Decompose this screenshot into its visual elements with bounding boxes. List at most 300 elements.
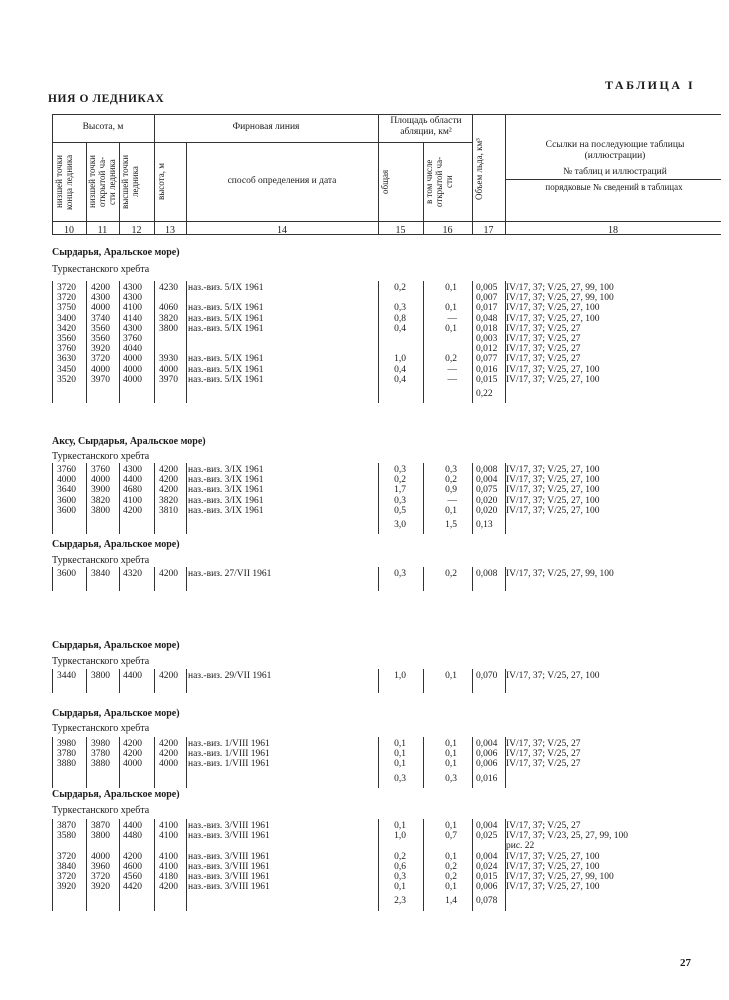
table-row — [0, 485, 729, 495]
area-cell: 0,3 — [394, 872, 406, 882]
method-cell: наз.-виз. 27/VII 1961 — [188, 569, 272, 579]
area-open-cell: 0,1 — [445, 505, 457, 516]
area-cell: 0,1 — [394, 739, 406, 749]
height-open-cell: 3960 — [91, 861, 110, 872]
refs-cell: IV/17, 37; V/25, 27 — [506, 821, 581, 831]
height-open-cell: 3780 — [91, 749, 110, 760]
height-top-cell: 3760 — [123, 334, 142, 344]
firn-height-cell: 4000 — [159, 364, 178, 375]
table-title: ТАБЛИЦА I — [605, 78, 696, 92]
height-top-cell: 4480 — [123, 831, 142, 842]
column-rule — [86, 281, 87, 403]
ice-volume-cell: 0,007 — [476, 293, 498, 304]
col16-label: в том числе открытой ча- сти — [424, 156, 454, 208]
firn-height-cell: 3800 — [159, 323, 178, 334]
ice-volume-cell: 0,004 — [476, 851, 498, 862]
column-rule — [52, 281, 53, 403]
table-row — [0, 365, 729, 375]
height-end-cell: 3580 — [57, 831, 76, 842]
firn-height-cell: 3970 — [159, 374, 178, 385]
column-rule — [119, 281, 120, 403]
table-row — [0, 852, 729, 862]
subregion-heading: Туркестанского хребта — [52, 723, 150, 734]
height-top-cell: 4200 — [123, 505, 142, 516]
refs-cell: IV/17, 37; V/25, 27, 100 — [506, 882, 600, 893]
area-open-cell: 0,2 — [445, 475, 457, 486]
height-open-cell: 3880 — [91, 759, 110, 770]
ice-volume-cell: 0,004 — [476, 475, 498, 486]
area-open-cell: 0,2 — [445, 354, 457, 365]
column-rule — [119, 567, 120, 591]
table-row — [0, 465, 729, 475]
column-rule — [86, 737, 87, 788]
height-top-cell: 4400 — [123, 671, 142, 681]
column-rule — [378, 737, 379, 788]
height-top-cell: 4200 — [123, 749, 142, 760]
firn-height-cell: 4100 — [159, 821, 178, 831]
height-top-cell: 4680 — [123, 485, 142, 496]
height-top-cell: 4000 — [123, 354, 142, 365]
method-cell: наз.-виз. 29/VII 1961 — [188, 671, 272, 681]
column-rule — [423, 669, 424, 693]
column-rule — [52, 463, 53, 534]
refs-sub-rule — [505, 179, 721, 180]
col-number: 18 — [608, 225, 618, 236]
method-cell: наз.-виз. 5/IX 1961 — [188, 303, 264, 314]
ice-volume-cell: 0,015 — [476, 872, 498, 882]
refs-cell: IV/17, 37; V/25, 27, 100 — [506, 495, 600, 506]
height-open-cell: 3800 — [91, 671, 110, 681]
refs-cell: IV/17, 37; V/25, 27, 100 — [506, 475, 600, 486]
area-open-cell: — — [447, 495, 457, 506]
column-rule — [154, 669, 155, 693]
col-number: 15 — [395, 225, 406, 236]
ice-volume-cell: 0,006 — [476, 882, 498, 893]
height-end-cell: 3600 — [57, 495, 76, 506]
area-cell: 0,2 — [394, 851, 406, 862]
table-row — [0, 831, 729, 841]
area-open-cell: 0,1 — [445, 671, 457, 681]
height-open-cell: 3560 — [91, 323, 110, 334]
ice-volume-cell: 0,008 — [476, 465, 498, 475]
column-rule — [154, 819, 155, 911]
height-end-cell: 3880 — [57, 759, 76, 770]
column-rule — [119, 463, 120, 534]
table-row — [0, 334, 729, 344]
table-row — [0, 671, 729, 681]
height-end-cell: 3980 — [57, 739, 76, 749]
height-open-cell: 3920 — [91, 882, 110, 893]
height-top-cell: 4400 — [123, 475, 142, 486]
height-open-cell: 4000 — [91, 851, 110, 862]
firn-height-cell: 4200 — [159, 485, 178, 496]
column-rule — [505, 669, 506, 693]
column-rule — [423, 737, 424, 788]
height-open-cell: 3800 — [91, 831, 110, 842]
height-top-cell: 4600 — [123, 861, 142, 872]
refs-cell: IV/17, 37; V/25, 27, 100 — [506, 303, 600, 314]
height-open-cell: 3900 — [91, 485, 110, 496]
refs-cell: IV/17, 37; V/25, 27, 100 — [506, 485, 600, 496]
refs-cell: IV/17, 37; V/25, 27 — [506, 759, 581, 770]
section-title: НИЯ О ЛЕДНИКАХ — [48, 93, 165, 105]
method-cell: наз.-виз. 3/IX 1961 — [188, 485, 264, 496]
firn-height-cell: 3930 — [159, 354, 178, 365]
refs-cell: IV/17, 37; V/25, 27, 100 — [506, 374, 600, 385]
total-volume-cell: 0,078 — [476, 896, 498, 907]
firn-height-cell: 4200 — [159, 465, 178, 475]
height-end-cell: 3520 — [57, 374, 76, 385]
area-open-cell: 0,1 — [445, 323, 457, 334]
refs-cell: IV/17, 37; V/25, 27, 99, 100 — [506, 283, 614, 293]
column-rule — [472, 819, 473, 911]
area-open-cell: 0,2 — [445, 569, 457, 579]
col-number: 10 — [64, 225, 74, 236]
col17-label: Объем льда, км³ — [474, 138, 484, 200]
firn-height-cell: 4060 — [159, 303, 178, 314]
area-cell: 0,1 — [394, 821, 406, 831]
area-open-cell: 0,1 — [445, 851, 457, 862]
column-rule — [86, 567, 87, 591]
ice-volume-cell: 0,048 — [476, 313, 498, 324]
group-total-row — [0, 774, 729, 784]
method-cell: наз.-виз. 3/VIII 1961 — [188, 861, 270, 872]
area-open-cell: 0,2 — [445, 872, 457, 882]
firn-height-cell: 4180 — [159, 872, 178, 882]
area-cell: 0,3 — [394, 465, 406, 475]
height-top-cell: 4320 — [123, 569, 142, 579]
column-rule — [472, 463, 473, 534]
subregion-heading: Туркестанского хребта — [52, 264, 150, 275]
ice-volume-cell: 0,020 — [476, 505, 498, 516]
height-top-cell: 4040 — [123, 344, 142, 355]
height-top-cell: 4100 — [123, 303, 142, 314]
method-cell: наз.-виз. 3/IX 1961 — [188, 505, 264, 516]
table-row — [0, 354, 729, 364]
refs-sublabel-ordinals: порядковые № сведений в таблицах — [545, 182, 683, 192]
col-number: 13 — [165, 225, 175, 236]
col-border — [186, 142, 187, 234]
area-open-cell: 0,1 — [445, 749, 457, 760]
table-row — [0, 324, 729, 334]
height-end-cell: 3420 — [57, 323, 76, 334]
height-top-cell: 4100 — [123, 495, 142, 506]
col-number: 12 — [131, 225, 142, 236]
region-heading: Аксу, Сырдарья, Аральское море) — [52, 436, 206, 447]
firn-height-cell: 4100 — [159, 831, 178, 842]
firn-height-cell: 4200 — [159, 569, 178, 579]
column-rule — [378, 669, 379, 693]
area-open-cell: 0,1 — [445, 882, 457, 893]
table-row — [0, 475, 729, 485]
column-rule — [154, 281, 155, 403]
column-rule — [186, 669, 187, 693]
firn-height-cell: 4200 — [159, 739, 178, 749]
method-cell: наз.-виз. 3/VIII 1961 — [188, 882, 270, 893]
firn-height-cell: 4100 — [159, 851, 178, 862]
refs-cell: IV/17, 37; V/25, 27, 100 — [506, 861, 600, 872]
total-volume-cell: 0,016 — [476, 773, 498, 784]
height-end-cell: 3870 — [57, 821, 76, 831]
ice-volume-cell: 0,003 — [476, 334, 498, 344]
height-top-cell: 4300 — [123, 283, 142, 293]
firn-height-cell: 4200 — [159, 749, 178, 760]
method-cell: наз.-виз. 5/IX 1961 — [188, 374, 264, 385]
height-top-cell: 4000 — [123, 364, 142, 375]
area-cell: 0,8 — [394, 313, 406, 324]
ice-volume-cell: 0,024 — [476, 861, 498, 872]
column-rule — [423, 281, 424, 403]
total-volume-cell: 0,13 — [476, 520, 493, 530]
height-top-cell: 4400 — [123, 821, 142, 831]
col10-label: низшей точки конца ледника — [54, 154, 74, 210]
area-cell: 0,1 — [394, 749, 406, 760]
region-heading: Сырдарья, Аральское море) — [52, 708, 180, 719]
height-open-cell: 4000 — [91, 364, 110, 375]
area-open-cell: 0,9 — [445, 485, 457, 496]
total-area-cell: 3,0 — [394, 520, 406, 530]
method-cell: наз.-виз. 1/VIII 1961 — [188, 749, 270, 760]
region-heading: Сырдарья, Аральское море) — [52, 640, 180, 651]
firn-height-cell: 4200 — [159, 882, 178, 893]
height-top-cell: 4140 — [123, 313, 142, 324]
column-rule — [378, 463, 379, 534]
table-row — [0, 749, 729, 759]
height-open-cell: 4300 — [91, 293, 110, 304]
height-open-cell: 3870 — [91, 821, 110, 831]
area-cell: 0,4 — [394, 374, 406, 385]
column-rule — [186, 819, 187, 911]
method-cell: наз.-виз. 3/VIII 1961 — [188, 872, 270, 882]
method-cell: наз.-виз. 3/IX 1961 — [188, 465, 264, 475]
ice-volume-cell: 0,005 — [476, 283, 498, 293]
method-cell: наз.-виз. 3/VIII 1961 — [188, 851, 270, 862]
col12-label: высшей точки ледника — [120, 154, 140, 210]
col-border — [505, 114, 506, 234]
height-open-cell: 3920 — [91, 344, 110, 355]
height-end-cell: 3630 — [57, 354, 76, 365]
column-rule — [378, 819, 379, 911]
area-cell: 0,1 — [394, 882, 406, 893]
ice-volume-cell: 0,004 — [476, 821, 498, 831]
col-border — [472, 114, 473, 234]
height-top-cell: 4560 — [123, 872, 142, 882]
area-cell: 0,4 — [394, 323, 406, 334]
height-top-cell: 4200 — [123, 851, 142, 862]
refs-cell: IV/17, 37; V/25, 27 — [506, 334, 581, 344]
group-total-row — [0, 520, 729, 530]
height-top-cell: 4420 — [123, 882, 142, 893]
refs-cell: IV/17, 37; V/23, 25, 27, 99, 100 — [506, 831, 629, 842]
area-cell: 0,4 — [394, 364, 406, 375]
method-cell: наз.-виз. 5/IX 1961 — [188, 354, 264, 365]
table-row — [0, 375, 729, 385]
subregion-heading: Туркестанского хребта — [52, 555, 150, 566]
column-rule — [52, 567, 53, 591]
ice-volume-cell: 0,006 — [476, 759, 498, 770]
height-top-cell: 4200 — [123, 739, 142, 749]
height-open-cell: 3560 — [91, 334, 110, 344]
height-top-cell: 4000 — [123, 759, 142, 770]
area-cell: 0,3 — [394, 495, 406, 506]
column-rule — [154, 567, 155, 591]
refs-cell: IV/17, 37; V/25, 27, 99, 100 — [506, 293, 614, 304]
height-top-cell: 4000 — [123, 374, 142, 385]
ablation-group-label: Площадь области абляции, км² — [390, 116, 462, 137]
header-top-rule — [52, 114, 721, 115]
column-rule — [186, 281, 187, 403]
table-row — [0, 872, 729, 882]
table-row — [0, 821, 729, 831]
height-open-cell: 3800 — [91, 505, 110, 516]
area-cell: 0,2 — [394, 283, 406, 293]
ice-volume-cell: 0,012 — [476, 344, 498, 355]
area-open-cell: 0,3 — [445, 465, 457, 475]
column-rule — [505, 463, 506, 534]
height-open-cell: 3820 — [91, 495, 110, 506]
subregion-heading: Туркестанского хребта — [52, 805, 150, 816]
group-total-row — [0, 896, 729, 906]
method-cell: наз.-виз. 1/VIII 1961 — [188, 759, 270, 770]
column-rule — [52, 819, 53, 911]
total-area-open-cell: 1,5 — [445, 520, 457, 530]
height-top-cell: 4300 — [123, 323, 142, 334]
height-open-cell: 4000 — [91, 475, 110, 486]
height-end-cell: 3600 — [57, 569, 76, 579]
column-rule — [505, 281, 506, 403]
height-end-cell: 3440 — [57, 671, 76, 681]
firn-height-cell: 4000 — [159, 759, 178, 770]
group-total-row — [0, 389, 729, 399]
area-open-cell: 0,1 — [445, 303, 457, 314]
table-row — [0, 862, 729, 872]
refs-cell: IV/17, 37; V/25, 27 — [506, 354, 581, 365]
table-row — [0, 882, 729, 892]
column-rule — [378, 567, 379, 591]
area-cell: 0,1 — [394, 759, 406, 770]
column-rule — [472, 669, 473, 693]
column-rule — [423, 819, 424, 911]
refs-cell: IV/17, 37; V/25, 27, 99, 100 — [506, 872, 614, 882]
column-rule — [119, 819, 120, 911]
height-end-cell: 3640 — [57, 485, 76, 496]
ice-volume-cell: 0,004 — [476, 739, 498, 749]
area-cell: 0,5 — [394, 505, 406, 516]
ice-volume-cell: 0,016 — [476, 364, 498, 375]
column-rule — [119, 737, 120, 788]
col13-label: высота, м — [156, 163, 166, 201]
area-open-cell: 0,1 — [445, 821, 457, 831]
total-area-cell: 2,3 — [394, 896, 406, 907]
table-row — [0, 344, 729, 354]
column-rule — [86, 463, 87, 534]
column-rule — [378, 281, 379, 403]
column-rule — [154, 737, 155, 788]
ice-volume-cell: 0,020 — [476, 495, 498, 506]
table-row — [0, 496, 729, 506]
ice-volume-cell: 0,008 — [476, 569, 498, 579]
firn-height-cell: 4230 — [159, 283, 178, 293]
ice-volume-cell: 0,017 — [476, 303, 498, 314]
firn-height-cell: 4200 — [159, 671, 178, 681]
col-number: 17 — [483, 225, 494, 236]
firn-height-cell: 3820 — [159, 313, 178, 324]
table-row — [0, 314, 729, 324]
area-open-cell: 0,2 — [445, 861, 457, 872]
area-cell: 0,6 — [394, 861, 406, 872]
refs-cell: IV/17, 37; V/25, 27 — [506, 344, 581, 355]
height-end-cell: 3920 — [57, 882, 76, 893]
method-cell: наз.-виз. 5/IX 1961 — [188, 364, 264, 375]
height-end-cell: 4000 — [57, 475, 76, 486]
ablation-group-rule — [378, 142, 472, 143]
firn-height-cell: 3810 — [159, 505, 178, 516]
area-cell: 1,0 — [394, 671, 406, 681]
height-open-cell: 3970 — [91, 374, 110, 385]
method-cell: наз.-виз. 5/IX 1961 — [188, 323, 264, 334]
region-heading: Сырдарья, Аральское море) — [52, 539, 180, 550]
col11-label: низшей точки открытой ча- сти ледника — [87, 155, 117, 209]
height-end-cell: 3750 — [57, 303, 76, 314]
column-rule — [119, 669, 120, 693]
area-open-cell: 0,1 — [445, 759, 457, 770]
height-open-cell: 3740 — [91, 313, 110, 324]
refs-cell: IV/17, 37; V/25, 27 — [506, 749, 581, 760]
refs-cell: IV/17, 37; V/25, 27, 100 — [506, 465, 600, 475]
method-cell: наз.-виз. 3/IX 1961 — [188, 495, 264, 506]
height-end-cell: 3780 — [57, 749, 76, 760]
area-cell: 0,2 — [394, 475, 406, 486]
refs-cell: рис. 22 — [506, 841, 535, 852]
region-heading: Сырдарья, Аральское море) — [52, 789, 180, 800]
firn-height-cell: 4100 — [159, 861, 178, 872]
column-rule — [86, 819, 87, 911]
refs-cell: IV/17, 37; V/25, 27, 99, 100 — [506, 569, 614, 579]
page-number: 27 — [680, 957, 691, 969]
col-number: 16 — [442, 225, 453, 236]
firn-height-cell: 3820 — [159, 495, 178, 506]
area-cell: 1,7 — [394, 485, 406, 496]
ice-volume-cell: 0,006 — [476, 749, 498, 760]
height-end-cell: 3560 — [57, 334, 76, 344]
area-open-cell: — — [447, 364, 457, 375]
ice-volume-cell: 0,075 — [476, 485, 498, 496]
height-open-cell: 3840 — [91, 569, 110, 579]
column-rule — [505, 819, 506, 911]
total-volume-cell: 0,22 — [476, 389, 493, 399]
method-cell: наз.-виз. 5/IX 1961 — [188, 283, 264, 293]
region-heading: Сырдарья, Аральское море) — [52, 247, 180, 258]
column-rule — [186, 737, 187, 788]
method-cell: наз.-виз. 3/IX 1961 — [188, 475, 264, 486]
refs-label: Ссылки на последующие таблицы (иллюстрации) — [545, 140, 685, 161]
height-group-label: Высота, м — [82, 122, 124, 132]
ice-volume-cell: 0,025 — [476, 831, 498, 842]
column-rule — [186, 463, 187, 534]
refs-cell: IV/17, 37; V/25, 27, 100 — [506, 313, 600, 324]
col15-label: общая — [380, 169, 390, 195]
table-row — [0, 739, 729, 749]
column-rule — [186, 567, 187, 591]
height-open-cell: 3760 — [91, 465, 110, 475]
column-rule — [505, 567, 506, 591]
height-end-cell: 3720 — [57, 283, 76, 293]
header-mid-rule — [52, 221, 721, 222]
height-top-cell: 4300 — [123, 465, 142, 475]
refs-cell: IV/17, 37; V/25, 27, 100 — [506, 671, 600, 681]
refs-cell: IV/17, 37; V/25, 27, 100 — [506, 851, 600, 862]
height-end-cell: 3760 — [57, 465, 76, 475]
